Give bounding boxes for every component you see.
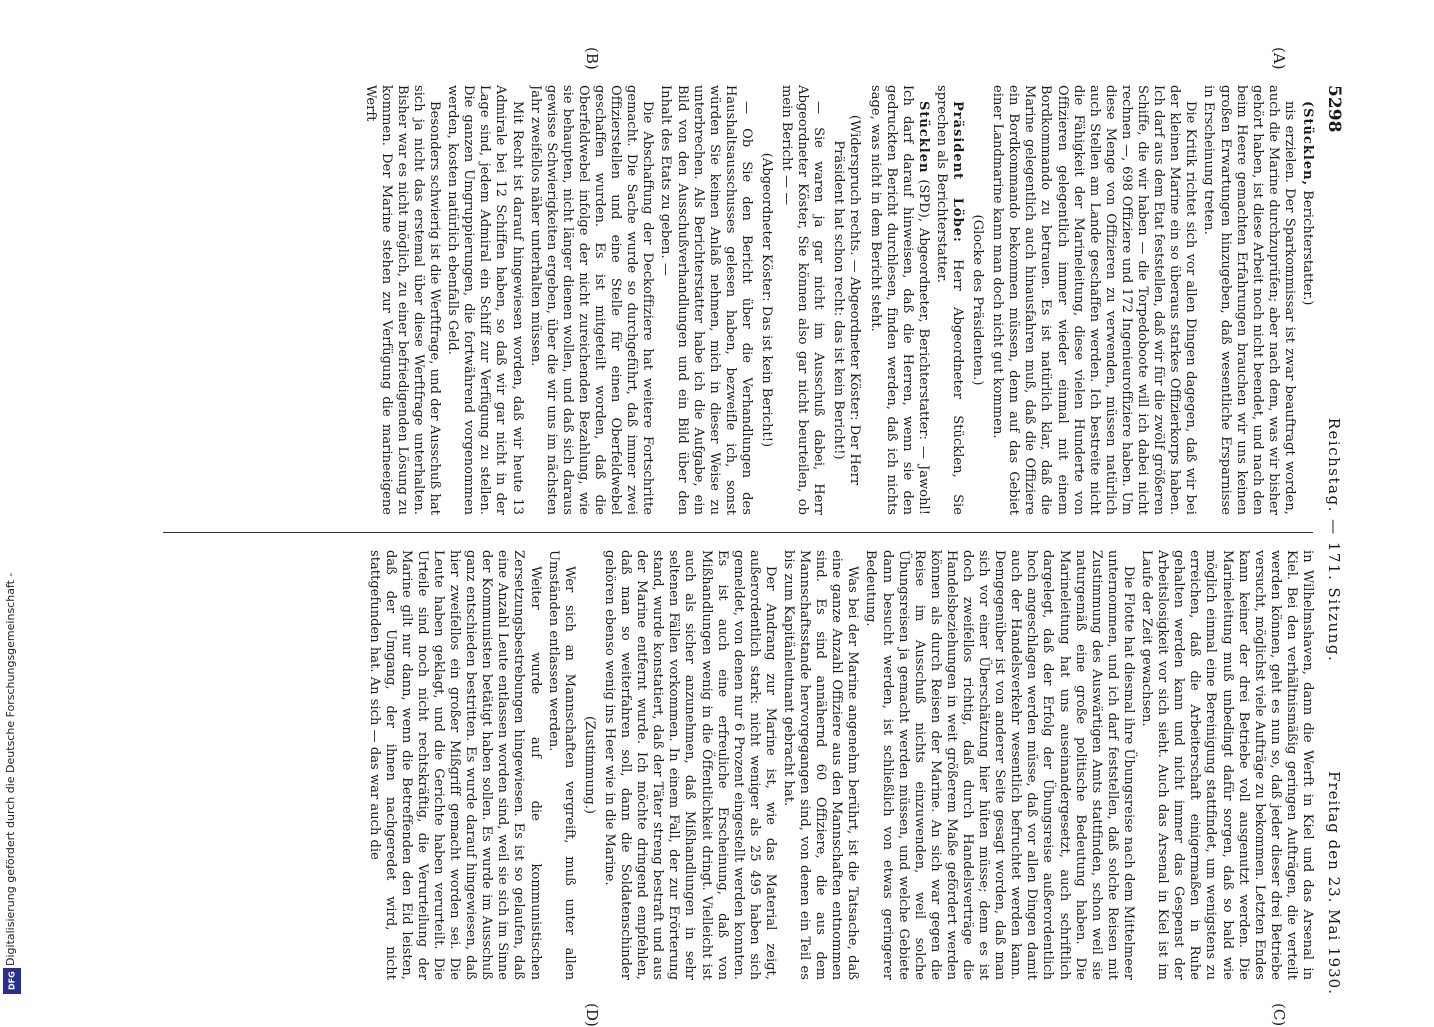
- paragraph: [581, 550, 597, 980]
- paragraph-text: Herr Abgeordneter Stücklen, Sie sprechen als Berichterstatter.: [933, 85, 966, 515]
- left-text-column: [135, 85, 1315, 515]
- paragraph-text: Wer sich an Mannschaften vergreift, muß unter allen Umständen entlassen werden.: [545, 550, 577, 980]
- right-text-column: [135, 550, 1315, 980]
- paragraph-text: Die Kritik richtet sich vor allen Dingen dagegen, daß wir bei der kleinen Marine ein so überaus starkes Offizierkorps haben. Ich darf aus dem Etat feststellen, daß wir für die zwölf größeren Schiffe, die wir haben — die Torpedoboote will ich dabei nicht rechnen —, 698 Offiziere und 172 Ingenieuroffiziere haben. Um diese Menge von Offizieren zu verwenden, müssen natürlich auch Stellen am Lande geschaffen werden. Ich bestreite nicht die Fähigkeit der Marineleitung, diese vielen Hunderte von Offizieren gelegentlich immer wieder einmal mit einem Bordkommando zu betrauen. Es ist natürlich klar, daß die Marine gelegentlich auch hinausfahren muß, daß die Offiziere ein Bordkommando bekommen müssen, denn auf das Gebiet einer Landmarine kann man doch nicht gut kommen.: [990, 85, 1199, 515]
- paragraph-text: Weiter wurde auf die kommunistischen Zersetzungsbestrebungen hingewiesen. Es ist so gelaufen, daß eine Anzahl Leute entlassen worden sind, weil sie sich im Sinne der Kommunisten betätigt haben sollen. Es wurde im Ausschuß ganz entschieden bestritten. Es wurde darauf hingewiesen, daß hier zweifellos ein großer Mißgriff gemacht worden sei. Die Leute haben geklagt, und die Gerichte haben verurteilt. Die Urteile sind noch nicht rechtskräftig, die Verurteilung der Marine gilt nur dann, wenn die Betreffenden den Eid leisten, daß der Umgang, der ihnen nachgeredet wird, nicht stattgefunden hat. An sich — das war auch die: [366, 550, 543, 980]
- paragraph: [601, 550, 778, 980]
- column-divider: [163, 532, 1313, 533]
- speaker-name: Präsident Löbe:: [950, 101, 966, 243]
- paragraph: [989, 85, 1198, 515]
- paragraph-text: nis erzielen. Der Sparkommissar ist zwar beauftragt worden, auch die Marine durchzuprüfen; aber nach dem, was wir bisher gehört haben, ist diese Arbeit noch nicht beendet, und nach den beim Heere gemachten Erfahrungen brauchen wir uns keinen großen Erwartungen hinzugeben, daß wesentliche Ersparnisse in Erscheinung treten.: [1201, 85, 1297, 515]
- paragraph: [933, 85, 965, 515]
- running-head: Reichstag. — 171. Sitzung.: [1325, 417, 1343, 663]
- paragraph: [969, 85, 985, 515]
- paragraph-text: Besonders schwierig ist die Werftfrage, und der Ausschuß hat sich ja nicht das erstemal über diese Werftfrage unterhalten. Bisher war es nicht möglich, zu einer befriedigenden Lösung zu kommen. Der Marine stehen zur Verfügung die marineeigene Werft: [362, 85, 443, 515]
- paragraph-text: (Zustimmung.): [581, 715, 597, 815]
- paragraph: [1138, 550, 1315, 980]
- digitization-credit: [0, 0, 24, 1000]
- paragraph-text: Mit Recht ist darauf hingewiesen worden, daß wir heute 13 Admirale bei 12 Schiffen haben, so daß wir gar nicht in der Lage sind, jedem Admiral ein Schiff zur Verfügung zu stellen. Die ganzen Umgruppierungen, die fortwährend vorgenommen werden, kosten natürlich ebenfalls Geld.: [445, 85, 525, 515]
- paragraph: [527, 85, 656, 515]
- paragraph-text: — Sie waren ja gar nicht im Ausschuß dabei, Herr Abgeordneter Köster, Sie können also gar nicht beurteilen, ob mein Bericht — —: [779, 85, 827, 515]
- paragraph-text: in Wilhelmshaven, dann die Werft in Kiel und das Arsenal in Kiel. Bei den verhältnismäßig geringen Aufträgen, die verteilt werden können, geht es nun so, daß jeder dieser drei Betriebe versucht, möglichst viele Aufträge zu bekommen. Letzten Endes kann keiner der drei Betriebe voll ausgenutzt werden. Die Marineleitung muß unbedingt dafür sorgen, daß so bald wie möglich einmal eine Bereinigung stattfindet, um wenigstens zu erreichen, daß die Arbeiterschaft einigermaßen in Ruhe gehalten werden kann und nicht immer das Gespenst der Arbeitslosigkeit vor sich sieht. Auch das Arsenal in Kiel ist im Laufe der Zeit gewachsen.: [1139, 550, 1315, 980]
- paragraph: [1299, 85, 1315, 515]
- paragraph: [778, 85, 826, 515]
- paragraph-text: Die Abschaffung der Deckoffiziere hat weitere Fortschritte gemacht. Die Sache wurde so durchgeführt, daß immer zwei Offizierstellen und eine Stelle für einen Oberfeldwebel geschaffen wurden. Es ist mitgeteilt worden, daß die Oberfeldwebel infolge der nicht zureichenden Bezahlung, wie sie behaupten, nicht länger dienen wollen, und daß sich daraus gewisse Schwierigkeiten ergeben, über die wir uns im nächsten Jahr zweifellos näher unterhalten müssen.: [527, 85, 656, 515]
- paragraph: [362, 85, 442, 515]
- paragraph: [862, 550, 1136, 980]
- paragraph-text: (Widerspruch rechts. — Abgeordneter Köster: Der Herr Präsident hat schon recht: das ist kein Bericht!): [831, 114, 863, 486]
- paragraph-text: (Glocke des Präsidenten.): [970, 214, 986, 386]
- paragraph: [830, 85, 862, 515]
- dfg-logo-icon: DFG: [3, 968, 21, 994]
- paragraph-text: Die Flotte hat diesmal ihre Übungsreise nach dem Mittelmeer unternommen, und ich darf feststellen, daß solche Reisen mit Zustimmung des Auswärtigen Amts stattfinden, schon weil sie naturgemäß eine große politische Bedeutung haben. Die Marineleitung hat uns auseinandergesetzt, auch schriftlich dargelegt, daß der Erfolg der Übungsreise außerordentlich hoch angeschlagen werden müsse, daß vor allen Dingen damit auch der Handelsverkehr wesentlich befruchtet werden kann. Demgegenüber ist von anderer Seite gesagt worden, daß man sich vor einer Überschätzung hier hüten müsse; denn es ist doch zweifellos richtig, daß durch Handelsverträge die Handelsbeziehungen in weit größerem Maße gefördert werden können als durch Reisen der Marine. An sich war gegen die Reise im Ausschuß nichts einzuwenden, weil solche Übungsreisen ja gemacht werden müssen, und welche Gebiete dann besucht werden, ist schließlich von etwas geringerer Bedeutung.: [863, 550, 1136, 980]
- paragraph: [758, 85, 774, 515]
- paragraph-text: (Abgeordneter Köster: Das ist kein Bericht!): [759, 152, 774, 448]
- paragraph-text: (SPD), Abgeordneter, Berichterstatter: — Jawohl! Ich darf darauf hinweisen, daß die Herren, wenn sie den gedruckten Bericht durchlesen, finden werden, daß ich nichts sage, was nicht in dem Bericht steht.: [867, 85, 931, 515]
- speaker-name: Stücklen: [915, 101, 931, 174]
- paragraph-text: Berichterstatter.): [1300, 186, 1315, 306]
- margin-mark-a: (A): [1270, 47, 1288, 70]
- paragraph-text: — Ob Sie den Bericht über die Verhandlungen des Haushaltsausschusses gelesen haben, bezweifle ich, sonst würden Sie keinen Anlaß nehmen, mich in dieser Weise zu unterbrechen. Als Berichterstatter habe ich die Aufgabe, ein Bild von den Ausschußverhandlungen und ein Bild über den Inhalt des Etats zu geben. —: [658, 85, 754, 515]
- margin-mark-d: (D): [583, 1003, 601, 1027]
- rotated-scanned-page: [120, 47, 1345, 1027]
- speaker-name: (Stücklen,: [1300, 101, 1315, 187]
- paragraph-text: Was bei der Marine angenehm berührt, ist die Tatsache, daß eine ganze Anzahl Offiziere aus den Mannschaften entnommen sind. Es sind annähernd 60 Offiziere, die aus dem Mannschaftsstande hervorgegangen sind, von denen ein Teil es bis zum Kapitänleutnant gebracht hat.: [781, 550, 861, 980]
- date-line: Freitag den 23. Mai 1930.: [1325, 771, 1343, 995]
- paragraph: [545, 550, 577, 980]
- margin-mark-c: (C): [1270, 1003, 1288, 1027]
- paragraph: [866, 85, 930, 515]
- paragraph: [444, 85, 524, 515]
- page-number: 5298: [1324, 85, 1344, 133]
- paragraph: [780, 550, 860, 980]
- paragraph: [1200, 85, 1297, 515]
- paragraph: [366, 550, 543, 980]
- paragraph-text: Der Andrang zur Marine ist, wie das Material zeigt, außerordentlich stark: nicht weniger als 25 495 haben sich gemeldet, von denen nur 6 Prozent eingestellt werden konnten. Es ist auch eine erfreuliche Erscheinung, daß von Mißhandlungen wenig in die Öffentlichkeit dringt. Vielleicht ist auch als sicher anzunehmen, daß Mißhandlungen in sehr seltenen Fällen vorkommen. In einem Fall, der zur Erörterung stand, wurde konstatiert, daß der Täter streng bestraft und aus der Marine entfernt wurde. Ich möchte dringend empfehlen, daß man so weiterfahren soll, dann die Soldatenschinder gehören ebenso wenig ins Heer wie in die Marine.: [601, 550, 778, 980]
- page-header: [1317, 85, 1345, 995]
- credit-text: Digitalisierung gefördert durch die Deutsche Forschungsgemeinschaft -: [4, 572, 17, 966]
- margin-mark-b: (B): [583, 47, 601, 70]
- paragraph: [657, 85, 754, 515]
